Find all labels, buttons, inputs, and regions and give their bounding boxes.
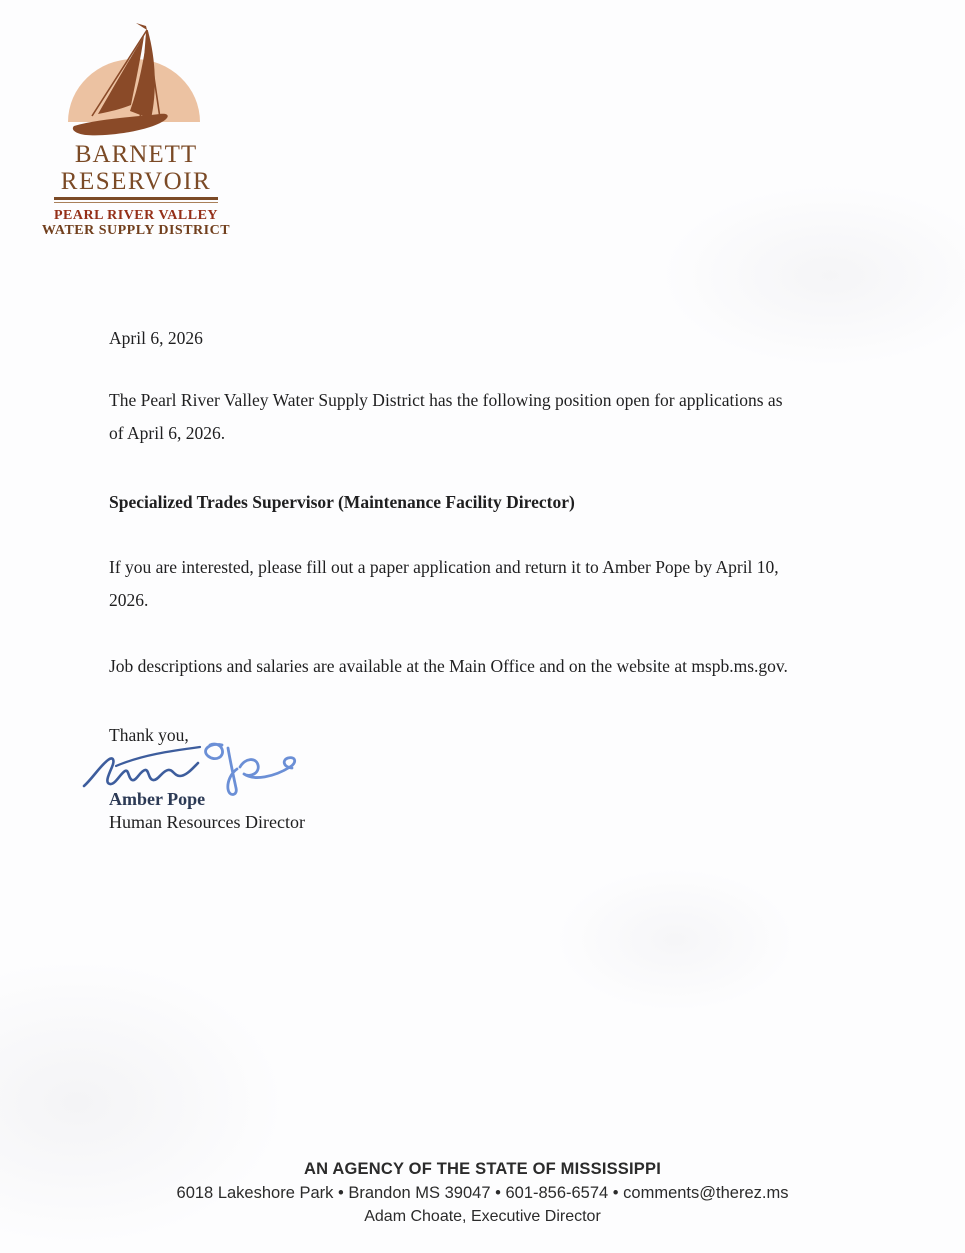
intro-line-1: The Pearl River Valley Water Supply District has the following position open for applications as xyxy=(109,390,783,410)
signer-name: Amber Pope xyxy=(109,789,206,809)
signer-title: Human Resources Director xyxy=(109,812,305,832)
signature-descender-stroke xyxy=(228,748,237,795)
signature-flourish-stroke xyxy=(116,747,200,766)
logo-wordmark xyxy=(40,142,232,196)
apply-line-1: If you are interested, please fill out a paper application and return it to Amber Pope by April 10, xyxy=(109,557,779,577)
logo-underline xyxy=(54,197,218,203)
organization-logo xyxy=(40,18,232,238)
logo-title-line1: BARNETT xyxy=(74,141,198,168)
apply-line-2: 2026. xyxy=(109,590,149,610)
logo-subtitle-line1: PEARL RIVER VALLEY xyxy=(53,208,219,223)
apply-paragraph xyxy=(109,551,869,617)
footer-contact-line: 6018 Lakeshore Park • Brandon MS 39047 • 601-856-6574 • comments@therez.ms xyxy=(176,1184,789,1202)
flag-shape xyxy=(136,23,147,30)
intro-paragraph xyxy=(109,384,869,450)
sailboat-logo-icon xyxy=(40,18,232,142)
position-heading: Specialized Trades Supervisor (Maintenance Facility Director) xyxy=(109,492,575,512)
logo-title-line2: RESERVOIR xyxy=(60,168,212,195)
signature-loop-stroke xyxy=(206,744,223,759)
info-paragraph: Job descriptions and salaries are available at the Main Office and on the website at mspb.ms.gov. xyxy=(109,656,788,676)
footer-agency-line: AN AGENCY OF THE STATE OF MISSISSIPPI xyxy=(304,1160,661,1178)
letter-date: April 6, 2026 xyxy=(109,328,203,348)
logo-subtitle-line2: WATER SUPPLY DISTRICT xyxy=(41,223,231,238)
signature-tail-stroke xyxy=(240,758,295,778)
footer-director-line: Adam Choate, Executive Director xyxy=(364,1208,601,1225)
intro-line-2: of April 6, 2026. xyxy=(109,423,226,443)
signature-first-name-stroke xyxy=(84,758,198,786)
closing-text: Thank you, xyxy=(109,725,189,745)
